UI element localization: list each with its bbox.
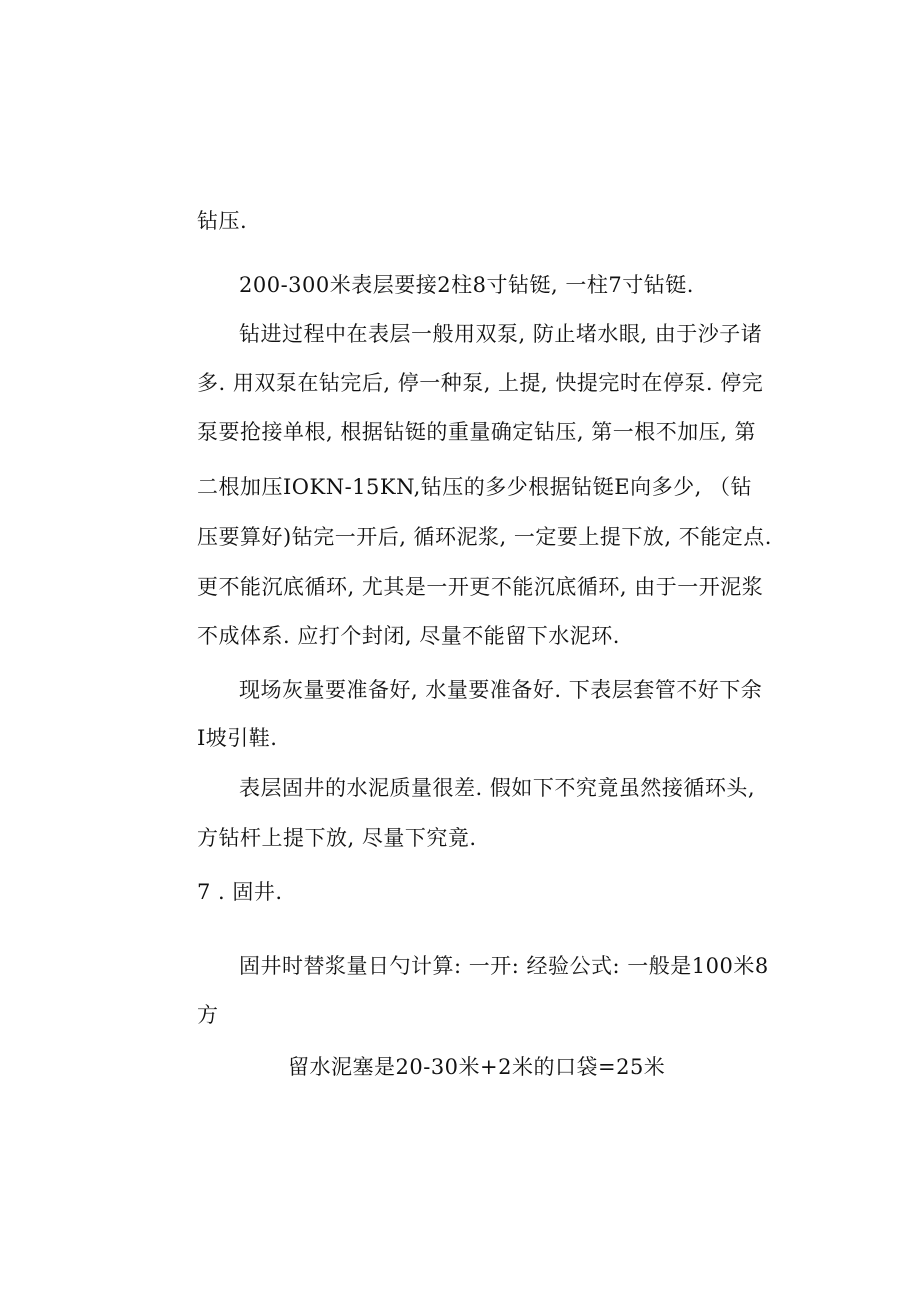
- text-line-4: 多. 用双泵在钻完后, 停一种泵, 上提, 快提完时在停泵. 停完: [197, 371, 764, 395]
- text-line-11: I坡引鞋.: [197, 726, 278, 750]
- text-line-2: 200-300米表层要接2柱8寸钻铤, 一柱7寸钻铤.: [239, 273, 694, 297]
- text-line-6: 二根加压IOKN-15KN,钻压的多少根据钻铤E向多少, （钻: [197, 475, 752, 499]
- text-line-17: 留水泥塞是20-30米+2米的口袋=25米: [288, 1055, 666, 1079]
- text-line-8: 更不能沉底循环, 尤其是一开更不能沉底循环, 由于一开泥浆: [197, 575, 764, 599]
- section-heading: 7 . 固井.: [197, 880, 283, 904]
- text-line-1: 钻压.: [197, 209, 248, 233]
- text-line-7: 压要算好)钻完一开后, 循环泥浆, 一定要上提下放, 不能定点.: [197, 525, 772, 549]
- text-line-9: 不成体系. 应打个封闭, 尽量不能留下水泥环.: [197, 624, 620, 648]
- text-line-16: 方: [197, 1003, 219, 1027]
- text-line-15: 固井时替浆量日勺计算: 一开: 经验公式: 一般是100米8: [239, 954, 769, 978]
- text-line-13: 方钻杆上提下放, 尽量下究竟.: [197, 826, 477, 850]
- text-line-3: 钻进过程中在表层一般用双泵, 防止堵水眼, 由于沙子诸: [239, 322, 763, 346]
- text-line-12: 表层固井的水泥质量很差. 假如下不究竟虽然接循环头,: [239, 776, 756, 800]
- text-line-5: 泵要抢接单根, 根据钻铤的重量确定钻压, 第一根不加压, 第: [197, 420, 757, 444]
- text-line-10: 现场灰量要准备好, 水量要准备好. 下表层套管不好下余: [239, 678, 763, 702]
